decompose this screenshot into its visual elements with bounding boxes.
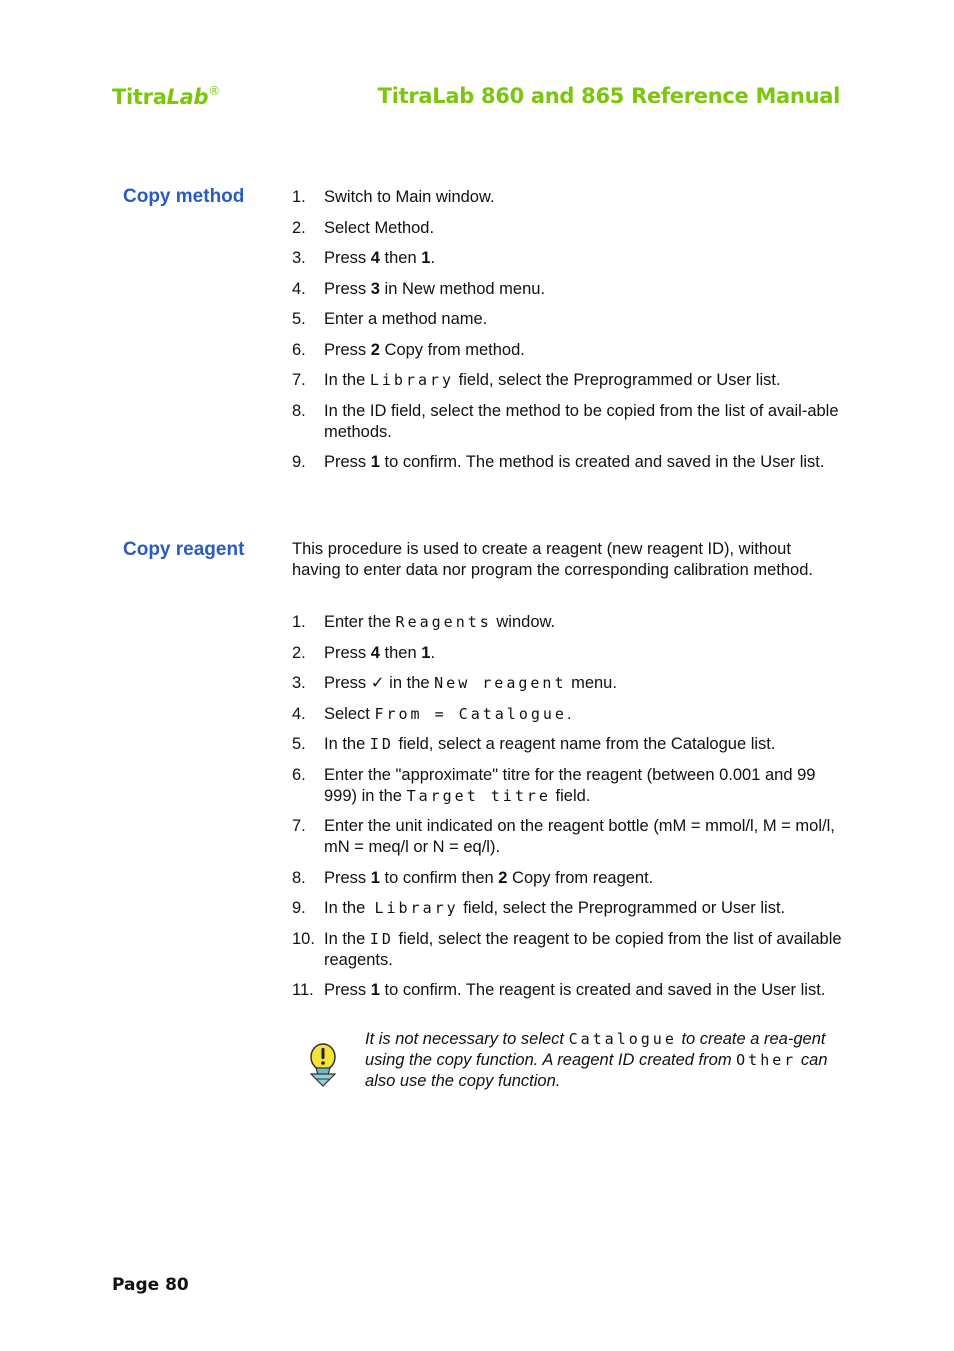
brand-suffix: Lab [166,85,209,109]
list-item: 2. Select Method. [292,218,435,237]
list-item: 4. Select From = Catalogue. [292,704,572,723]
registered-mark: ® [208,84,220,98]
copy-reagent-steps [292,612,842,1011]
list-item: 1. Switch to Main window. [292,188,495,206]
list-item: 11. Press 1 to confirm. The reagent is created and saved in the User list. [292,981,826,999]
copy-reagent-intro: This procedure is used to create a reagent (new reagent ID), without having to enter data nor program the corresponding calibration method. [292,540,813,579]
manual-title: TitraLab 860 and 865 Reference Manual [377,84,840,108]
list-item: 7. Enter the unit indicated on the reagent bottle (mM = mmol/l, M = mol/l, mN = meq/l or N = eq/l). [292,817,835,856]
list-item: 10. In the ID field, select the reagent to be copied from the list of available reagents. [292,929,842,969]
list-item: 6. Press 2 Copy from method. [292,340,525,359]
brand-logo [112,84,220,109]
copy-method-steps [292,187,842,483]
list-item: 5. Enter a method name. [292,310,488,328]
note-text: It is not necessary to select Catalogue to create a rea-gent using the copy function. A reagent ID created from Other can also use the copy function. [365,1030,828,1090]
list-item: 3. Press 4 then 1. [292,249,436,267]
list-item: 7. In the Library field, select the Preprogrammed or User list. [292,371,781,389]
list-item: 6. Enter the "approximate" titre for the reagent (between 0.001 and 99 999) in the Target titre field. [292,765,816,805]
list-item: 2. Press 4 then 1. [292,643,436,662]
list-item: 9. Press 1 to confirm. The method is created and saved in the User list. [292,453,825,471]
brand-prefix: Titra [112,85,167,109]
list-item: 4. Press 3 in New method menu. [292,279,546,298]
list-item: 5. In the ID field, select a reagent name from the Catalogue list. [292,735,776,753]
checkmark-icon: ✓ [370,674,385,692]
list-item: 8. Press 1 to confirm then 2 Copy from reagent. [292,868,654,887]
list-item: 8. In the ID field, select the method to be copied from the list of avail-able methods. [292,401,839,441]
section-title-copy-method: Copy method [123,186,245,207]
section-title-copy-reagent: Copy reagent [123,539,245,560]
list-item: 3. Press ✓ in the New reagent menu. [292,674,617,692]
list-item: 9. In the Library field, select the Preprogrammed or User list. [292,899,786,917]
lightbulb-icon [306,1042,340,1088]
page-number: Page 80 [112,1275,189,1295]
list-item: 1. Enter the Reagents window. [292,613,556,631]
